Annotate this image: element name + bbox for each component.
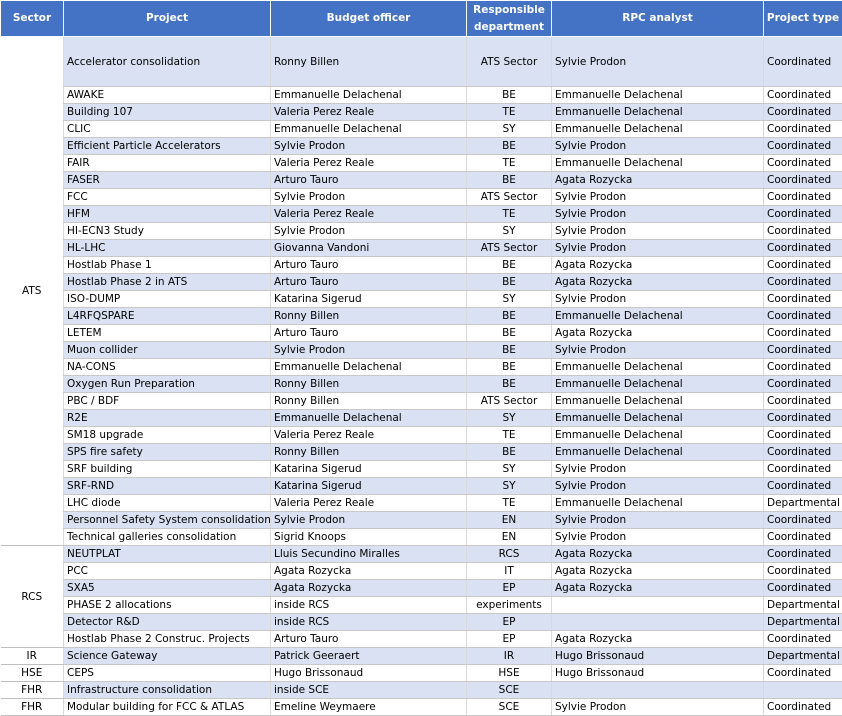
- rpc-analyst-cell[interactable]: Agata Rozycka: [552, 631, 764, 648]
- budget-officer-cell[interactable]: Ronny Billen: [271, 444, 467, 461]
- budget-officer-cell[interactable]: inside SCE: [271, 682, 467, 699]
- department-cell[interactable]: SCE: [467, 682, 552, 699]
- project-type-cell[interactable]: Coordinated: [764, 665, 842, 682]
- project-cell[interactable]: AWAKE: [64, 87, 271, 104]
- project-type-cell[interactable]: Departmental: [764, 495, 842, 512]
- project-cell[interactable]: Efficient Particle Accelerators: [64, 138, 271, 155]
- table-row[interactable]: [1, 172, 842, 189]
- project-cell[interactable]: FASER: [64, 172, 271, 189]
- table-row[interactable]: [1, 206, 842, 223]
- project-type-cell[interactable]: Coordinated: [764, 223, 842, 240]
- rpc-analyst-cell[interactable]: Agata Rozycka: [552, 274, 764, 291]
- budget-officer-cell[interactable]: Emmanuelle Delachenal: [271, 121, 467, 138]
- department-cell[interactable]: IT: [467, 563, 552, 580]
- rpc-analyst-cell[interactable]: Sylvie Prodon: [552, 291, 764, 308]
- department-cell[interactable]: BE: [467, 87, 552, 104]
- project-type-cell[interactable]: Coordinated: [764, 699, 842, 716]
- department-cell[interactable]: ATS Sector: [467, 189, 552, 206]
- project-type-cell[interactable]: Coordinated: [764, 546, 842, 563]
- project-type-cell[interactable]: Coordinated: [764, 172, 842, 189]
- budget-officer-cell[interactable]: Giovanna Vandoni: [271, 240, 467, 257]
- rpc-analyst-cell[interactable]: Sylvie Prodon: [552, 478, 764, 495]
- project-type-cell[interactable]: Coordinated: [764, 104, 842, 121]
- project-type-cell[interactable]: Coordinated: [764, 325, 842, 342]
- department-cell[interactable]: SY: [467, 121, 552, 138]
- department-cell[interactable]: HSE: [467, 665, 552, 682]
- department-cell[interactable]: EP: [467, 631, 552, 648]
- budget-officer-cell[interactable]: Emmanuelle Delachenal: [271, 359, 467, 376]
- rpc-analyst-cell[interactable]: Emmanuelle Delachenal: [552, 393, 764, 410]
- project-type-cell[interactable]: Coordinated: [764, 359, 842, 376]
- table-row[interactable]: [1, 495, 842, 512]
- project-type-cell[interactable]: Coordinated: [764, 274, 842, 291]
- table-row[interactable]: [1, 478, 842, 495]
- department-cell[interactable]: RCS: [467, 546, 552, 563]
- rpc-analyst-cell[interactable]: [552, 614, 764, 631]
- header-project[interactable]: Project: [64, 1, 271, 37]
- rpc-analyst-cell[interactable]: Emmanuelle Delachenal: [552, 410, 764, 427]
- project-type-cell[interactable]: Coordinated: [764, 427, 842, 444]
- project-cell[interactable]: LETEM: [64, 325, 271, 342]
- project-cell[interactable]: Technical galleries consolidation: [64, 529, 271, 546]
- project-type-cell[interactable]: Coordinated: [764, 138, 842, 155]
- table-row[interactable]: [1, 427, 842, 444]
- project-type-cell[interactable]: [764, 682, 842, 699]
- department-cell[interactable]: EP: [467, 580, 552, 597]
- department-cell[interactable]: TE: [467, 104, 552, 121]
- project-cell[interactable]: Hostlab Phase 2 Construc. Projects: [64, 631, 271, 648]
- header-project-type[interactable]: Project type: [764, 1, 842, 37]
- project-type-cell[interactable]: Coordinated: [764, 291, 842, 308]
- table-row[interactable]: [1, 189, 842, 206]
- budget-officer-cell[interactable]: Sylvie Prodon: [271, 342, 467, 359]
- rpc-analyst-cell[interactable]: Sylvie Prodon: [552, 529, 764, 546]
- department-cell[interactable]: ATS Sector: [467, 240, 552, 257]
- project-type-cell[interactable]: Coordinated: [764, 342, 842, 359]
- budget-officer-cell[interactable]: Katarina Sigerud: [271, 461, 467, 478]
- project-type-cell[interactable]: Coordinated: [764, 257, 842, 274]
- rpc-analyst-cell[interactable]: Hugo Brissonaud: [552, 648, 764, 665]
- department-cell[interactable]: BE: [467, 359, 552, 376]
- budget-officer-cell[interactable]: inside RCS: [271, 597, 467, 614]
- budget-officer-cell[interactable]: Arturo Tauro: [271, 325, 467, 342]
- rpc-analyst-cell[interactable]: Sylvie Prodon: [552, 206, 764, 223]
- project-type-cell[interactable]: Coordinated: [764, 308, 842, 325]
- table-row[interactable]: [1, 512, 842, 529]
- department-cell[interactable]: EN: [467, 512, 552, 529]
- department-cell[interactable]: BE: [467, 444, 552, 461]
- project-type-cell[interactable]: Coordinated: [764, 580, 842, 597]
- department-cell[interactable]: TE: [467, 155, 552, 172]
- header-responsible-department[interactable]: Responsible department: [467, 1, 552, 37]
- table-row[interactable]: [1, 410, 842, 427]
- budget-officer-cell[interactable]: Arturo Tauro: [271, 172, 467, 189]
- project-type-cell[interactable]: Coordinated: [764, 478, 842, 495]
- table-row[interactable]: [1, 342, 842, 359]
- rpc-analyst-cell[interactable]: Sylvie Prodon: [552, 138, 764, 155]
- rpc-analyst-cell[interactable]: [552, 597, 764, 614]
- table-row[interactable]: [1, 240, 842, 257]
- budget-officer-cell[interactable]: Emmanuelle Delachenal: [271, 410, 467, 427]
- project-type-cell[interactable]: Coordinated: [764, 444, 842, 461]
- budget-officer-cell[interactable]: Emmanuelle Delachenal: [271, 87, 467, 104]
- budget-officer-cell[interactable]: Valeria Perez Reale: [271, 155, 467, 172]
- project-cell[interactable]: Personnel Safety System consolidation: [64, 512, 271, 529]
- table-row[interactable]: [1, 580, 842, 597]
- budget-officer-cell[interactable]: Katarina Sigerud: [271, 291, 467, 308]
- budget-officer-cell[interactable]: Ronny Billen: [271, 393, 467, 410]
- rpc-analyst-cell[interactable]: Sylvie Prodon: [552, 461, 764, 478]
- rpc-analyst-cell[interactable]: Sylvie Prodon: [552, 223, 764, 240]
- project-cell[interactable]: CLIC: [64, 121, 271, 138]
- project-cell[interactable]: CEPS: [64, 665, 271, 682]
- budget-officer-cell[interactable]: Lluis Secundino Miralles: [271, 546, 467, 563]
- budget-officer-cell[interactable]: Arturo Tauro: [271, 257, 467, 274]
- sector-cell[interactable]: RCS: [1, 546, 64, 648]
- project-type-cell[interactable]: Coordinated: [764, 155, 842, 172]
- project-type-cell[interactable]: Coordinated: [764, 529, 842, 546]
- sector-cell[interactable]: HSE: [1, 665, 64, 682]
- table-row[interactable]: [1, 155, 842, 172]
- project-type-cell[interactable]: Coordinated: [764, 512, 842, 529]
- header-row: [1, 1, 842, 37]
- project-cell[interactable]: FCC: [64, 189, 271, 206]
- rpc-analyst-cell[interactable]: Agata Rozycka: [552, 580, 764, 597]
- project-cell[interactable]: SXA5: [64, 580, 271, 597]
- budget-officer-cell[interactable]: Ronny Billen: [271, 308, 467, 325]
- table-row[interactable]: [1, 359, 842, 376]
- table-row[interactable]: [1, 87, 842, 104]
- project-cell[interactable]: Hostlab Phase 2 in ATS: [64, 274, 271, 291]
- department-cell[interactable]: SCE: [467, 699, 552, 716]
- rpc-analyst-cell[interactable]: Sylvie Prodon: [552, 512, 764, 529]
- rpc-analyst-cell[interactable]: Sylvie Prodon: [552, 37, 764, 87]
- table-row[interactable]: [1, 461, 842, 478]
- table-row[interactable]: [1, 393, 842, 410]
- project-cell[interactable]: Muon collider: [64, 342, 271, 359]
- rpc-analyst-cell[interactable]: Sylvie Prodon: [552, 699, 764, 716]
- project-cell[interactable]: Hostlab Phase 1: [64, 257, 271, 274]
- table-row[interactable]: [1, 325, 842, 342]
- rpc-analyst-cell[interactable]: Emmanuelle Delachenal: [552, 308, 764, 325]
- project-type-cell[interactable]: Coordinated: [764, 189, 842, 206]
- sector-cell[interactable]: ATS: [1, 37, 64, 546]
- header-sector[interactable]: Sector: [1, 1, 64, 37]
- department-cell[interactable]: TE: [467, 206, 552, 223]
- table-row[interactable]: [1, 376, 842, 393]
- project-cell[interactable]: Detector R&D: [64, 614, 271, 631]
- sector-cell[interactable]: IR: [1, 648, 64, 665]
- table-row[interactable]: [1, 274, 842, 291]
- department-cell[interactable]: EP: [467, 614, 552, 631]
- department-cell[interactable]: BE: [467, 172, 552, 189]
- department-cell[interactable]: BE: [467, 342, 552, 359]
- department-cell[interactable]: ATS Sector: [467, 37, 552, 87]
- sector-cell[interactable]: FHR: [1, 682, 64, 699]
- budget-officer-cell[interactable]: Valeria Perez Reale: [271, 104, 467, 121]
- project-cell[interactable]: PCC: [64, 563, 271, 580]
- rpc-analyst-cell[interactable]: Emmanuelle Delachenal: [552, 87, 764, 104]
- table-row[interactable]: [1, 631, 842, 648]
- rpc-analyst-cell[interactable]: Emmanuelle Delachenal: [552, 359, 764, 376]
- rpc-analyst-cell[interactable]: Agata Rozycka: [552, 172, 764, 189]
- table-row[interactable]: [1, 597, 842, 614]
- budget-officer-cell[interactable]: Valeria Perez Reale: [271, 206, 467, 223]
- department-cell[interactable]: IR: [467, 648, 552, 665]
- table-row[interactable]: [1, 121, 842, 138]
- rpc-analyst-cell[interactable]: [552, 682, 764, 699]
- project-type-cell[interactable]: Coordinated: [764, 37, 842, 87]
- project-type-cell[interactable]: Coordinated: [764, 461, 842, 478]
- project-type-cell[interactable]: Coordinated: [764, 376, 842, 393]
- project-type-cell[interactable]: Coordinated: [764, 206, 842, 223]
- header-rpc-analyst[interactable]: RPC analyst: [552, 1, 764, 37]
- project-type-cell[interactable]: Departmental: [764, 648, 842, 665]
- department-cell[interactable]: SY: [467, 461, 552, 478]
- department-cell[interactable]: SY: [467, 291, 552, 308]
- project-type-cell[interactable]: Coordinated: [764, 563, 842, 580]
- project-cell[interactable]: Building 107: [64, 104, 271, 121]
- budget-officer-cell[interactable]: Sylvie Prodon: [271, 512, 467, 529]
- department-cell[interactable]: ATS Sector: [467, 393, 552, 410]
- project-type-cell[interactable]: Coordinated: [764, 87, 842, 104]
- rpc-analyst-cell[interactable]: Agata Rozycka: [552, 563, 764, 580]
- rpc-analyst-cell[interactable]: Sylvie Prodon: [552, 240, 764, 257]
- project-type-cell[interactable]: Coordinated: [764, 410, 842, 427]
- project-type-cell[interactable]: Coordinated: [764, 393, 842, 410]
- table-row[interactable]: [1, 37, 842, 87]
- project-type-cell[interactable]: Departmental: [764, 597, 842, 614]
- rpc-analyst-cell[interactable]: Sylvie Prodon: [552, 342, 764, 359]
- table-row[interactable]: [1, 104, 842, 121]
- project-cell[interactable]: NA-CONS: [64, 359, 271, 376]
- project-cell[interactable]: HI-ECN3 Study: [64, 223, 271, 240]
- rpc-analyst-cell[interactable]: Emmanuelle Delachenal: [552, 427, 764, 444]
- project-cell[interactable]: Infrastructure consolidation: [64, 682, 271, 699]
- project-cell[interactable]: Oxygen Run Preparation: [64, 376, 271, 393]
- budget-officer-cell[interactable]: Patrick Geeraert: [271, 648, 467, 665]
- rpc-analyst-cell[interactable]: Agata Rozycka: [552, 257, 764, 274]
- department-cell[interactable]: BE: [467, 308, 552, 325]
- project-cell[interactable]: Modular building for FCC & ATLAS: [64, 699, 271, 716]
- budget-officer-cell[interactable]: Emeline Weymaere: [271, 699, 467, 716]
- table-row[interactable]: [1, 223, 842, 240]
- project-cell[interactable]: SRF building: [64, 461, 271, 478]
- budget-officer-cell[interactable]: Arturo Tauro: [271, 274, 467, 291]
- project-cell[interactable]: PHASE 2 allocations: [64, 597, 271, 614]
- rpc-analyst-cell[interactable]: Emmanuelle Delachenal: [552, 155, 764, 172]
- department-cell[interactable]: experiments: [467, 597, 552, 614]
- rpc-analyst-cell[interactable]: Emmanuelle Delachenal: [552, 104, 764, 121]
- budget-officer-cell[interactable]: Arturo Tauro: [271, 631, 467, 648]
- budget-officer-cell[interactable]: Hugo Brissonaud: [271, 665, 467, 682]
- rpc-analyst-cell[interactable]: Emmanuelle Delachenal: [552, 376, 764, 393]
- department-cell[interactable]: BE: [467, 325, 552, 342]
- department-cell[interactable]: BE: [467, 274, 552, 291]
- table-row[interactable]: [1, 648, 842, 665]
- project-cell[interactable]: SPS fire safety: [64, 444, 271, 461]
- rpc-analyst-cell[interactable]: Agata Rozycka: [552, 546, 764, 563]
- department-cell[interactable]: BE: [467, 257, 552, 274]
- department-cell[interactable]: BE: [467, 138, 552, 155]
- rpc-analyst-cell[interactable]: Hugo Brissonaud: [552, 665, 764, 682]
- budget-officer-cell[interactable]: Ronny Billen: [271, 376, 467, 393]
- header-budget-officer[interactable]: Budget officer: [271, 1, 467, 37]
- project-cell[interactable]: Accelerator consolidation: [64, 37, 271, 87]
- project-cell[interactable]: HFM: [64, 206, 271, 223]
- budget-officer-cell[interactable]: Sylvie Prodon: [271, 138, 467, 155]
- project-cell[interactable]: NEUTPLAT: [64, 546, 271, 563]
- budget-officer-cell[interactable]: Agata Rozycka: [271, 580, 467, 597]
- budget-officer-cell[interactable]: Sylvie Prodon: [271, 189, 467, 206]
- department-cell[interactable]: TE: [467, 427, 552, 444]
- table-row[interactable]: [1, 665, 842, 682]
- table-row[interactable]: [1, 614, 842, 631]
- budget-officer-cell[interactable]: Valeria Perez Reale: [271, 495, 467, 512]
- budget-officer-cell[interactable]: inside RCS: [271, 614, 467, 631]
- department-cell[interactable]: BE: [467, 376, 552, 393]
- table-row[interactable]: [1, 529, 842, 546]
- budget-officer-cell[interactable]: Sigrid Knoops: [271, 529, 467, 546]
- rpc-analyst-cell[interactable]: Agata Rozycka: [552, 325, 764, 342]
- table-row[interactable]: [1, 138, 842, 155]
- project-cell[interactable]: ISO-DUMP: [64, 291, 271, 308]
- budget-officer-cell[interactable]: Sylvie Prodon: [271, 223, 467, 240]
- department-cell[interactable]: SY: [467, 410, 552, 427]
- project-cell[interactable]: R2E: [64, 410, 271, 427]
- project-cell[interactable]: SRF-RND: [64, 478, 271, 495]
- rpc-analyst-cell[interactable]: Emmanuelle Delachenal: [552, 444, 764, 461]
- department-cell[interactable]: SY: [467, 223, 552, 240]
- budget-officer-cell[interactable]: Valeria Perez Reale: [271, 427, 467, 444]
- department-cell[interactable]: EN: [467, 529, 552, 546]
- table-row[interactable]: [1, 444, 842, 461]
- project-cell[interactable]: FAIR: [64, 155, 271, 172]
- table-row[interactable]: [1, 699, 842, 716]
- budget-officer-cell[interactable]: Ronny Billen: [271, 37, 467, 87]
- project-cell[interactable]: L4RFQSPARE: [64, 308, 271, 325]
- project-cell[interactable]: LHC diode: [64, 495, 271, 512]
- department-cell[interactable]: TE: [467, 495, 552, 512]
- rpc-analyst-cell[interactable]: Sylvie Prodon: [552, 189, 764, 206]
- project-type-cell[interactable]: Coordinated: [764, 121, 842, 138]
- table-row[interactable]: [1, 563, 842, 580]
- project-type-cell[interactable]: Coordinated: [764, 240, 842, 257]
- table-row[interactable]: [1, 291, 842, 308]
- project-cell[interactable]: HL-LHC: [64, 240, 271, 257]
- rpc-analyst-cell[interactable]: Emmanuelle Delachenal: [552, 495, 764, 512]
- budget-officer-cell[interactable]: Agata Rozycka: [271, 563, 467, 580]
- department-cell[interactable]: SY: [467, 478, 552, 495]
- rpc-analyst-cell[interactable]: Emmanuelle Delachenal: [552, 121, 764, 138]
- table-body: [1, 37, 842, 716]
- project-cell[interactable]: Science Gateway: [64, 648, 271, 665]
- sector-cell[interactable]: FHR: [1, 699, 64, 716]
- table-row[interactable]: [1, 682, 842, 699]
- table-row[interactable]: [1, 546, 842, 563]
- project-type-cell[interactable]: Departmental: [764, 614, 842, 631]
- project-type-cell[interactable]: Coordinated: [764, 631, 842, 648]
- budget-officer-cell[interactable]: Katarina Sigerud: [271, 478, 467, 495]
- project-cell[interactable]: PBC / BDF: [64, 393, 271, 410]
- table-row[interactable]: [1, 257, 842, 274]
- table-row[interactable]: [1, 308, 842, 325]
- project-cell[interactable]: SM18 upgrade: [64, 427, 271, 444]
